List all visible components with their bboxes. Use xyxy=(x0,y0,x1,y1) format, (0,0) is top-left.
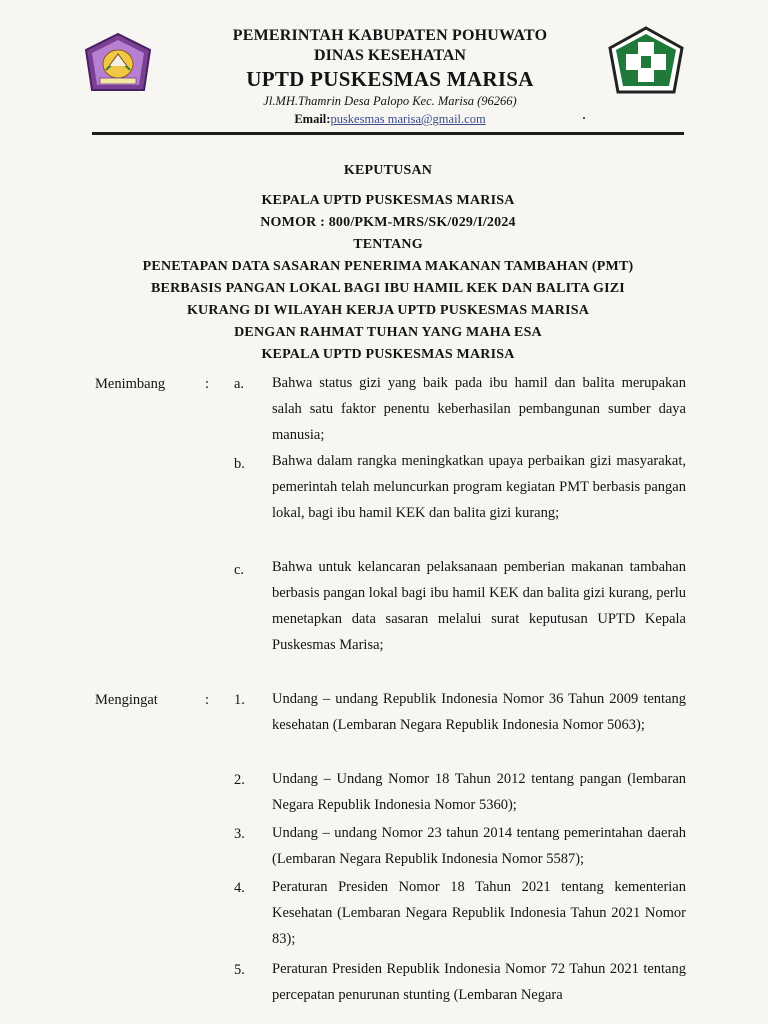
email-line xyxy=(190,110,590,128)
title-nomor: NOMOR : 800/PKM-MRS/SK/029/I/2024 xyxy=(260,215,516,230)
department-name: DINAS KESEHATAN xyxy=(314,47,466,64)
government-name: PEMERINTAH KABUPATEN POHUWATO xyxy=(232,27,548,44)
menimbang-b-text: Bahwa dalam rangka meningkatkan upaya perbaikan gizi masyarakat, pemerintah telah meluncurkan program kegiatan PMT berbasis pangan lokal, bagi ibu hamil KEK dan balita gizi kurang; xyxy=(272,453,686,521)
mengingat-5-text: Peraturan Presiden Republik Indonesia Nomor 72 Tahun 2021 tentang percepatan penurunan stunting (Lembaran Negara xyxy=(272,961,686,1003)
title-kepala: KEPALA UPTD PUSKESMAS MARISA xyxy=(261,193,515,208)
title-tentang: TENTANG xyxy=(353,237,423,252)
title-blessing: DENGAN RAHMAT TUHAN YANG MAHA ESA xyxy=(234,325,542,340)
mengingat-colon: : xyxy=(205,692,210,708)
mengingat-4-marker: 4. xyxy=(234,880,245,896)
mengingat-1-marker: 1. xyxy=(234,692,245,708)
mengingat-1-text: Undang – undang Republik Indonesia Nomor 36 Tahun 2009 tentang kesehatan (Lembaran Negara Republik Indonesia Nomor 5063); xyxy=(272,691,686,733)
decree-title xyxy=(80,160,696,366)
mengingat-4-text: Peraturan Presiden Nomor 18 Tahun 2021 tentang kementerian Kesehatan (Lembaran Negara Republik Indonesia Tahun 2021 Nomor 83); xyxy=(272,879,686,947)
menimbang-a-text: Bahwa status gizi yang baik pada ibu hamil dan balita merupakan salah satu faktor penentu keberhasilan pembangunan sumber daya manusia; xyxy=(272,375,686,443)
mengingat-2-marker: 2. xyxy=(234,772,245,788)
letterhead xyxy=(190,26,590,128)
email-link[interactable]: puskesmas marisa@gmail.com xyxy=(330,112,486,126)
menimbang-c-marker: c. xyxy=(234,562,245,578)
mengingat-5-marker: 5. xyxy=(234,962,245,978)
pohuwato-emblem-icon xyxy=(82,32,154,96)
title-subject-1: PENETAPAN DATA SASARAN PENERIMA MAKANAN TAMBAHAN (PMT) xyxy=(142,259,634,274)
title-signatory: KEPALA UPTD PUSKESMAS MARISA xyxy=(261,347,515,362)
puskesmas-cross-icon xyxy=(608,26,684,96)
menimbang-label: Menimbang xyxy=(95,376,166,392)
title-keputusan: KEPUTUSAN xyxy=(343,163,433,178)
menimbang-colon: : xyxy=(205,376,210,392)
menimbang-c-text: Bahwa untuk kelancaran pelaksanaan pemberian makanan tambahan berbasis pangan lokal bagi ibu hamil KEK dan balita gizi kurang, perlu menetapkan data sasaran melalui surat keputusan UPTD Kepala Puskesmas Marisa; xyxy=(272,559,686,653)
letterhead-divider xyxy=(92,132,684,135)
title-subject-3: KURANG DI WILAYAH KERJA UPTD PUSKESMAS MARISA xyxy=(186,303,590,318)
menimbang-a-marker: a. xyxy=(234,376,245,392)
institution-name: UPTD PUSKESMAS MARISA xyxy=(246,67,534,91)
address: Jl.MH.Thamrin Desa Palopo Kec. Marisa (96266) xyxy=(263,94,517,108)
mengingat-label: Mengingat xyxy=(95,692,158,708)
mengingat-2-text: Undang – Undang Nomor 18 Tahun 2012 tentang pangan (lembaran Negara Republik Indonesia Nomor 5360); xyxy=(272,771,686,813)
mengingat-3-marker: 3. xyxy=(234,826,245,842)
title-subject-2: BERBASIS PANGAN LOKAL BAGI IBU HAMIL KEK DAN BALITA GIZI xyxy=(151,281,625,296)
mengingat-3-text: Undang – undang Nomor 23 tahun 2014 tentang pemerintahan daerah (Lembaran Negara Republik Indonesia Nomor 5587); xyxy=(272,825,686,867)
stray-mark xyxy=(583,117,585,119)
email-label: Email: xyxy=(294,112,331,126)
menimbang-b-marker: b. xyxy=(234,456,245,472)
